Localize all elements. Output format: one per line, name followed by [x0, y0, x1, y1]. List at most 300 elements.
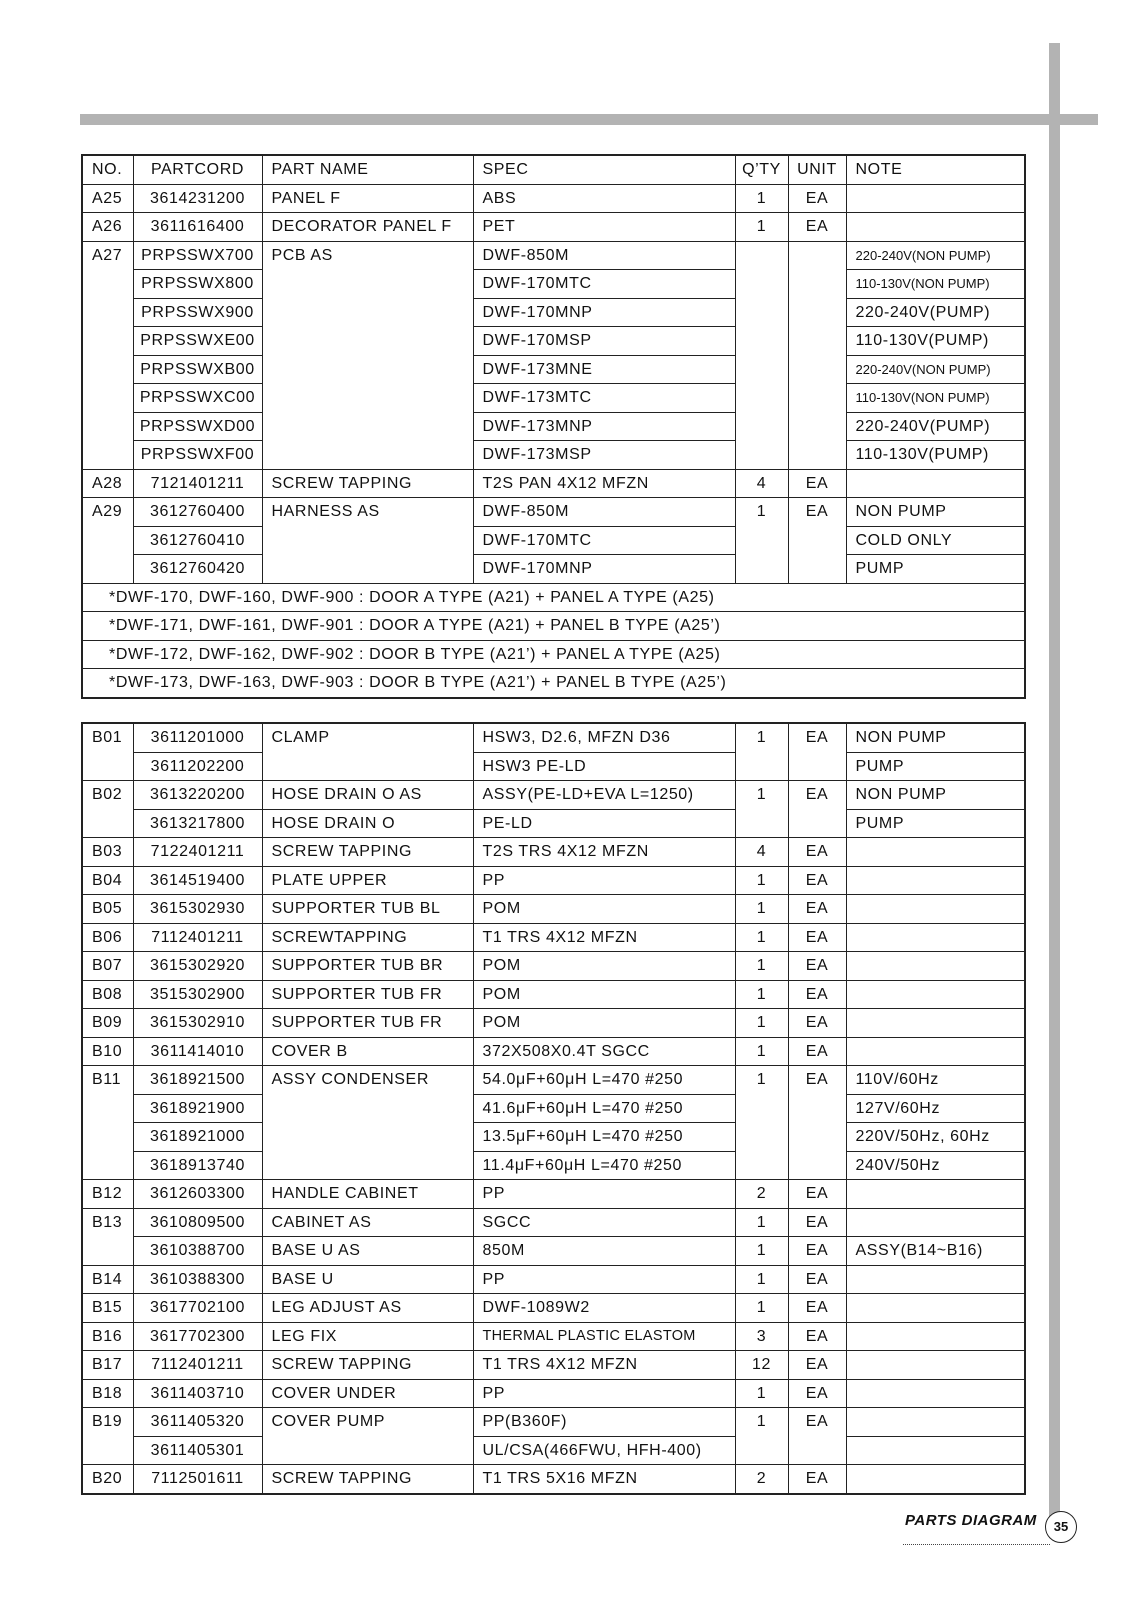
cell-spec: 11.4μF+60μH L=470 #250 [473, 1151, 735, 1180]
cell-spec: DWF-170MNP [473, 298, 735, 327]
cell-spec: 372X508X0.4T SGCC [473, 1037, 735, 1066]
cell-note: ASSY(B14~B16) [846, 1237, 1025, 1266]
cell-note [846, 1379, 1025, 1408]
cell-partcord: 3611201000 [133, 723, 262, 752]
footnote-row [82, 612, 1025, 641]
cell-no: B04 [82, 866, 133, 895]
table-row [82, 1094, 1025, 1123]
cell-partcord: 7112401211 [133, 923, 262, 952]
cell-qty: 1 [735, 1009, 788, 1038]
table-row [82, 838, 1025, 867]
table-row [82, 555, 1025, 584]
footnote-row [82, 640, 1025, 669]
footnote-text: *DWF-170, DWF-160, DWF-900 : DOOR A TYPE (A21) + PANEL A TYPE (A25) [82, 583, 1025, 612]
header-partcord: PARTCORD [133, 155, 262, 184]
cell-note: 220-240V(NON PUMP) [846, 355, 1025, 384]
cell-part-name: COVER B [262, 1037, 473, 1066]
header-row [82, 155, 1025, 184]
cell-spec: T2S TRS 4X12 MFZN [473, 838, 735, 867]
cell-qty [735, 809, 788, 838]
cell-note [846, 213, 1025, 242]
cell-unit: EA [788, 1237, 846, 1266]
table-row [82, 327, 1025, 356]
cell-part-name: SCREW TAPPING [262, 469, 473, 498]
table-row [82, 980, 1025, 1009]
cell-qty: 1 [735, 498, 788, 527]
cell-note [846, 1037, 1025, 1066]
cell-part-name: LEG FIX [262, 1322, 473, 1351]
cell-no: B03 [82, 838, 133, 867]
cell-part-name: BASE U [262, 1265, 473, 1294]
cell-unit: EA [788, 1465, 846, 1494]
top-gray-bar [80, 114, 1098, 125]
cell-qty: 1 [735, 184, 788, 213]
cell-unit: EA [788, 1208, 846, 1237]
cell-part-name [262, 526, 473, 555]
table-row [82, 1408, 1025, 1437]
cell-spec: DWF-850M [473, 498, 735, 527]
cell-unit [788, 241, 846, 270]
cell-unit: EA [788, 723, 846, 752]
cell-note [846, 952, 1025, 981]
cell-partcord: PRPSSWXE00 [133, 327, 262, 356]
cell-part-name [262, 327, 473, 356]
table-row [82, 298, 1025, 327]
footer-dotted-line [903, 1544, 1050, 1545]
cell-no: A26 [82, 213, 133, 242]
cell-no [82, 298, 133, 327]
cell-partcord: PRPSSWX700 [133, 241, 262, 270]
cell-part-name: SUPPORTER TUB BL [262, 895, 473, 924]
cell-unit: EA [788, 1322, 846, 1351]
cell-partcord: PRPSSWXF00 [133, 441, 262, 470]
cell-no [82, 555, 133, 584]
table-row [82, 752, 1025, 781]
cell-qty [735, 1123, 788, 1152]
cell-part-name [262, 752, 473, 781]
cell-qty [735, 752, 788, 781]
cell-no [82, 809, 133, 838]
cell-partcord: 3611405320 [133, 1408, 262, 1437]
table-row [82, 1123, 1025, 1152]
cell-partcord: 3617702300 [133, 1322, 262, 1351]
cell-spec: HSW3 PE-LD [473, 752, 735, 781]
cell-spec: HSW3, D2.6, MFZN D36 [473, 723, 735, 752]
cell-part-name: HOSE DRAIN O [262, 809, 473, 838]
cell-partcord: 3612760400 [133, 498, 262, 527]
cell-unit: EA [788, 498, 846, 527]
cell-no [82, 1151, 133, 1180]
cell-spec: T1 TRS 4X12 MFZN [473, 1351, 735, 1380]
cell-unit [788, 412, 846, 441]
table-row [82, 213, 1025, 242]
cell-spec: T1 TRS 5X16 MFZN [473, 1465, 735, 1494]
cell-no: B08 [82, 980, 133, 1009]
cell-unit: EA [788, 1294, 846, 1323]
table-row [82, 1009, 1025, 1038]
cell-part-name: SUPPORTER TUB FR [262, 1009, 473, 1038]
cell-part-name [262, 298, 473, 327]
cell-note [846, 1408, 1025, 1437]
footnote-row [82, 583, 1025, 612]
cell-spec: ASSY(PE-LD+EVA L=1250) [473, 781, 735, 810]
table-row [82, 412, 1025, 441]
cell-no [82, 441, 133, 470]
cell-note [846, 1265, 1025, 1294]
cell-note: 240V/50Hz [846, 1151, 1025, 1180]
cell-note: 127V/60Hz [846, 1094, 1025, 1123]
cell-qty: 2 [735, 1465, 788, 1494]
cell-partcord: 3618913740 [133, 1151, 262, 1180]
cell-note: 110-130V(NON PUMP) [846, 384, 1025, 413]
cell-no [82, 1123, 133, 1152]
cell-unit [788, 752, 846, 781]
cell-qty [735, 526, 788, 555]
cell-note [846, 1436, 1025, 1465]
cell-unit: EA [788, 1351, 846, 1380]
footer-title: PARTS DIAGRAM [905, 1512, 1037, 1529]
table-row [82, 1294, 1025, 1323]
table-row [82, 1037, 1025, 1066]
cell-unit: EA [788, 1180, 846, 1209]
cell-spec: 41.6μF+60μH L=470 #250 [473, 1094, 735, 1123]
cell-unit: EA [788, 184, 846, 213]
cell-partcord: 3612760410 [133, 526, 262, 555]
cell-part-name: SUPPORTER TUB BR [262, 952, 473, 981]
cell-qty: 1 [735, 1294, 788, 1323]
cell-spec: 54.0μF+60μH L=470 #250 [473, 1066, 735, 1095]
cell-part-name: HANDLE CABINET [262, 1180, 473, 1209]
cell-unit [788, 298, 846, 327]
cell-partcord: PRPSSWXD00 [133, 412, 262, 441]
cell-no [82, 752, 133, 781]
cell-partcord: PRPSSWXC00 [133, 384, 262, 413]
cell-qty [735, 241, 788, 270]
cell-part-name: SCREWTAPPING [262, 923, 473, 952]
cell-partcord: 3515302900 [133, 980, 262, 1009]
cell-part-name: DECORATOR PANEL F [262, 213, 473, 242]
cell-partcord: 3610388700 [133, 1237, 262, 1266]
cell-spec: PP [473, 1180, 735, 1209]
cell-part-name: SCREW TAPPING [262, 1465, 473, 1494]
cell-partcord: 3612603300 [133, 1180, 262, 1209]
cell-no [82, 1237, 133, 1266]
cell-part-name: PLATE UPPER [262, 866, 473, 895]
header-qty: Q’TY [735, 155, 788, 184]
cell-note: COLD ONLY [846, 526, 1025, 555]
table-row [82, 1208, 1025, 1237]
table-row [82, 781, 1025, 810]
cell-no: B16 [82, 1322, 133, 1351]
cell-part-name [262, 1094, 473, 1123]
cell-spec: DWF-170MTC [473, 270, 735, 299]
cell-spec: DWF-173MNE [473, 355, 735, 384]
cell-note: 110-130V(PUMP) [846, 441, 1025, 470]
cell-qty: 4 [735, 469, 788, 498]
cell-partcord: 3615302920 [133, 952, 262, 981]
cell-note [846, 1322, 1025, 1351]
parts-table-b [81, 722, 1026, 1495]
cell-partcord: 3615302930 [133, 895, 262, 924]
cell-unit [788, 555, 846, 584]
cell-qty [735, 355, 788, 384]
cell-partcord: 3610809500 [133, 1208, 262, 1237]
cell-part-name [262, 384, 473, 413]
cell-spec: ABS [473, 184, 735, 213]
cell-spec: SGCC [473, 1208, 735, 1237]
cell-no: B10 [82, 1037, 133, 1066]
table-row [82, 1151, 1025, 1180]
cell-spec: DWF-173MNP [473, 412, 735, 441]
cell-no [82, 1436, 133, 1465]
table-row [82, 895, 1025, 924]
cell-unit [788, 441, 846, 470]
cell-spec: T1 TRS 4X12 MFZN [473, 923, 735, 952]
cell-qty: 1 [735, 1408, 788, 1437]
cell-no [82, 270, 133, 299]
header-part-name: PART NAME [262, 155, 473, 184]
cell-qty: 2 [735, 1180, 788, 1209]
cell-unit: EA [788, 1066, 846, 1095]
cell-partcord: 3614519400 [133, 866, 262, 895]
parts-table-a [81, 154, 1026, 699]
cell-unit: EA [788, 838, 846, 867]
cell-qty: 1 [735, 952, 788, 981]
cell-no: B02 [82, 781, 133, 810]
cell-partcord: 3612760420 [133, 555, 262, 584]
cell-note [846, 1009, 1025, 1038]
cell-note: 220-240V(PUMP) [846, 412, 1025, 441]
table-row [82, 441, 1025, 470]
cell-note [846, 923, 1025, 952]
cell-spec: THERMAL PLASTIC ELASTOM [473, 1322, 735, 1351]
cell-spec: PP [473, 1379, 735, 1408]
table-row [82, 270, 1025, 299]
cell-partcord: 3614231200 [133, 184, 262, 213]
cell-part-name: PCB AS [262, 241, 473, 270]
table-row [82, 241, 1025, 270]
cell-spec: 13.5μF+60μH L=470 #250 [473, 1123, 735, 1152]
cell-unit: EA [788, 952, 846, 981]
cell-qty: 1 [735, 781, 788, 810]
cell-no: B12 [82, 1180, 133, 1209]
cell-note [846, 895, 1025, 924]
header-no: NO. [82, 155, 133, 184]
cell-part-name [262, 1151, 473, 1180]
cell-spec: PP [473, 1265, 735, 1294]
cell-unit [788, 1123, 846, 1152]
cell-part-name: SCREW TAPPING [262, 1351, 473, 1380]
cell-no: A25 [82, 184, 133, 213]
cell-qty [735, 1094, 788, 1123]
cell-unit [788, 526, 846, 555]
cell-no: B11 [82, 1066, 133, 1095]
cell-spec: 850M [473, 1237, 735, 1266]
cell-part-name: ASSY CONDENSER [262, 1066, 473, 1095]
cell-unit [788, 1151, 846, 1180]
cell-no: A29 [82, 498, 133, 527]
table-row [82, 1322, 1025, 1351]
cell-note [846, 866, 1025, 895]
cell-qty [735, 412, 788, 441]
cell-qty: 1 [735, 1037, 788, 1066]
table-row [82, 1351, 1025, 1380]
cell-qty [735, 441, 788, 470]
cell-spec: DWF-850M [473, 241, 735, 270]
cell-part-name: BASE U AS [262, 1237, 473, 1266]
cell-spec: DWF-170MTC [473, 526, 735, 555]
cell-no: A28 [82, 469, 133, 498]
cell-part-name: CABINET AS [262, 1208, 473, 1237]
cell-note: NON PUMP [846, 498, 1025, 527]
cell-spec: POM [473, 1009, 735, 1038]
cell-part-name [262, 355, 473, 384]
table-row [82, 952, 1025, 981]
cell-no: B17 [82, 1351, 133, 1380]
cell-note [846, 838, 1025, 867]
cell-partcord: 3611414010 [133, 1037, 262, 1066]
cell-qty: 3 [735, 1322, 788, 1351]
cell-note [846, 1294, 1025, 1323]
cell-unit: EA [788, 866, 846, 895]
cell-unit: EA [788, 1265, 846, 1294]
cell-partcord: 3618921500 [133, 1066, 262, 1095]
cell-part-name [262, 270, 473, 299]
cell-note [846, 980, 1025, 1009]
cell-note [846, 1208, 1025, 1237]
cell-spec: PP [473, 866, 735, 895]
cell-partcord: PRPSSWX800 [133, 270, 262, 299]
cell-no: B14 [82, 1265, 133, 1294]
cell-note: NON PUMP [846, 723, 1025, 752]
cell-part-name: COVER PUMP [262, 1408, 473, 1437]
page-number: 35 [1045, 1511, 1077, 1543]
cell-no [82, 355, 133, 384]
cell-partcord: 7122401211 [133, 838, 262, 867]
cell-partcord: 3610388300 [133, 1265, 262, 1294]
cell-unit: EA [788, 213, 846, 242]
cell-no: B05 [82, 895, 133, 924]
table-row [82, 1379, 1025, 1408]
cell-note: 110-130V(PUMP) [846, 327, 1025, 356]
cell-qty [735, 555, 788, 584]
table-row [82, 923, 1025, 952]
cell-no: B09 [82, 1009, 133, 1038]
cell-part-name: CLAMP [262, 723, 473, 752]
cell-partcord: 3611403710 [133, 1379, 262, 1408]
cell-partcord: 7121401211 [133, 469, 262, 498]
table-row [82, 1436, 1025, 1465]
cell-qty [735, 298, 788, 327]
cell-note [846, 1351, 1025, 1380]
cell-part-name: SUPPORTER TUB FR [262, 980, 473, 1009]
cell-note: 220V/50Hz, 60Hz [846, 1123, 1025, 1152]
cell-unit [788, 1094, 846, 1123]
cell-spec: POM [473, 980, 735, 1009]
cell-partcord: 7112401211 [133, 1351, 262, 1380]
table-row [82, 1465, 1025, 1494]
cell-unit: EA [788, 1009, 846, 1038]
cell-part-name: COVER UNDER [262, 1379, 473, 1408]
cell-partcord: 3613217800 [133, 809, 262, 838]
cell-qty: 1 [735, 723, 788, 752]
cell-part-name [262, 555, 473, 584]
cell-qty: 1 [735, 866, 788, 895]
cell-no [82, 384, 133, 413]
cell-partcord: 3618921900 [133, 1094, 262, 1123]
cell-no: B01 [82, 723, 133, 752]
table-row [82, 1265, 1025, 1294]
cell-spec: PP(B360F) [473, 1408, 735, 1437]
cell-spec: DWF-1089W2 [473, 1294, 735, 1323]
cell-no: B19 [82, 1408, 133, 1437]
cell-part-name: SCREW TAPPING [262, 838, 473, 867]
cell-partcord: 3617702100 [133, 1294, 262, 1323]
cell-unit: EA [788, 469, 846, 498]
header-spec: SPEC [473, 155, 735, 184]
cell-spec: T2S PAN 4X12 MFZN [473, 469, 735, 498]
cell-qty: 1 [735, 980, 788, 1009]
cell-unit [788, 1436, 846, 1465]
cell-spec: UL/CSA(466FWU, HFH-400) [473, 1436, 735, 1465]
cell-partcord: 7112501611 [133, 1465, 262, 1494]
cell-unit: EA [788, 895, 846, 924]
cell-qty [735, 327, 788, 356]
cell-qty [735, 1436, 788, 1465]
cell-qty: 1 [735, 213, 788, 242]
cell-qty: 1 [735, 1066, 788, 1095]
cell-qty: 1 [735, 1265, 788, 1294]
cell-partcord: 3611202200 [133, 752, 262, 781]
cell-note: 220-240V(PUMP) [846, 298, 1025, 327]
cell-note [846, 1180, 1025, 1209]
cell-spec: DWF-170MNP [473, 555, 735, 584]
footnote-text: *DWF-172, DWF-162, DWF-902 : DOOR B TYPE (A21’) + PANEL A TYPE (A25) [82, 640, 1025, 669]
footnote-text: *DWF-171, DWF-161, DWF-901 : DOOR A TYPE (A21) + PANEL B TYPE (A25’) [82, 612, 1025, 641]
table-row [82, 355, 1025, 384]
cell-partcord: 3611616400 [133, 213, 262, 242]
cell-unit [788, 327, 846, 356]
cell-unit: EA [788, 923, 846, 952]
cell-partcord: 3618921000 [133, 1123, 262, 1152]
cell-unit [788, 384, 846, 413]
cell-qty: 4 [735, 838, 788, 867]
table-row [82, 809, 1025, 838]
cell-note: NON PUMP [846, 781, 1025, 810]
table-row [82, 469, 1025, 498]
cell-note: PUMP [846, 555, 1025, 584]
cell-partcord: PRPSSWX900 [133, 298, 262, 327]
cell-part-name [262, 441, 473, 470]
cell-spec: DWF-173MTC [473, 384, 735, 413]
table-row [82, 1237, 1025, 1266]
cell-qty: 1 [735, 1379, 788, 1408]
footnote-row [82, 669, 1025, 698]
cell-part-name: LEG ADJUST AS [262, 1294, 473, 1323]
cell-no [82, 1094, 133, 1123]
cell-spec: POM [473, 895, 735, 924]
header-unit: UNIT [788, 155, 846, 184]
cell-no [82, 526, 133, 555]
cell-unit: EA [788, 781, 846, 810]
header-note: NOTE [846, 155, 1025, 184]
cell-qty: 1 [735, 1208, 788, 1237]
cell-unit: EA [788, 1037, 846, 1066]
cell-spec: POM [473, 952, 735, 981]
cell-partcord: 3611405301 [133, 1436, 262, 1465]
cell-no: A27 [82, 241, 133, 270]
cell-qty [735, 270, 788, 299]
